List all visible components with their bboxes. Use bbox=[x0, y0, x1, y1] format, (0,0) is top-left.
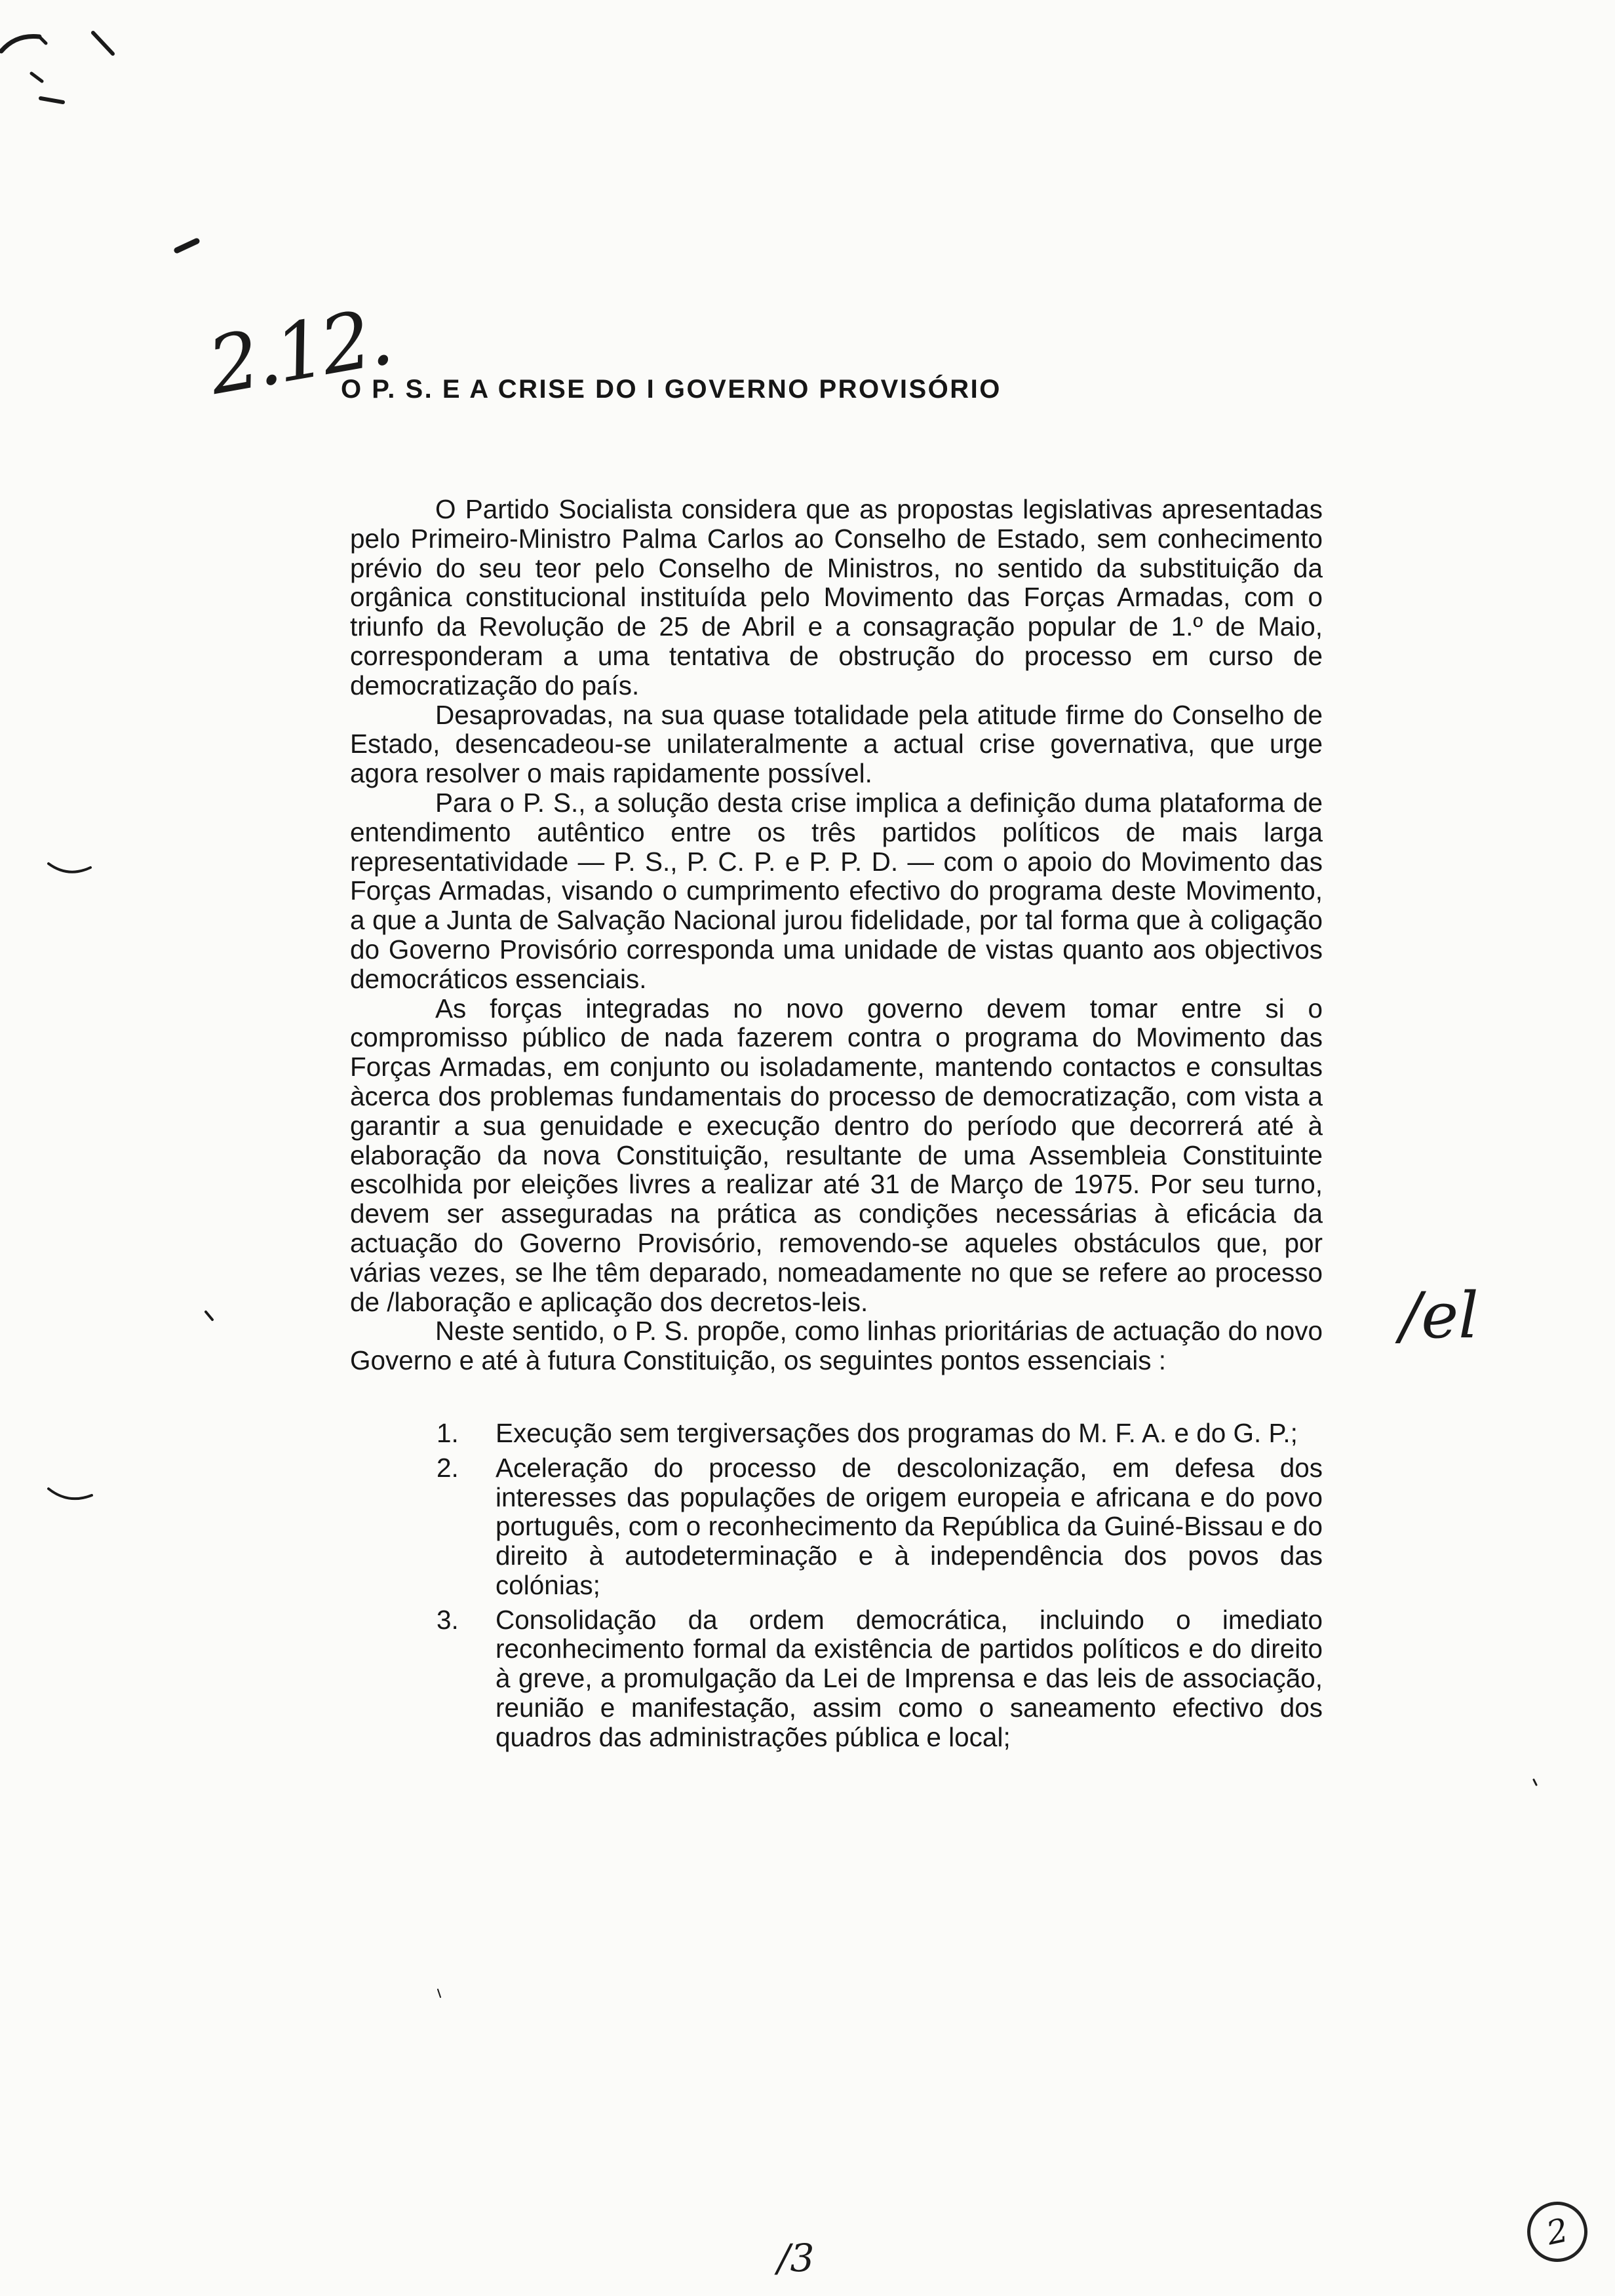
paragraph: As forças integradas no novo governo devem tomar entre si o compromisso público de nada fazerem contra o programa do Movimento das Forças Armadas, em conjunto ou isoladamente, mantendo contactos e consultas àcerca dos problemas fundamentais do processo de democratização, com vista a garantir a sua genuidade e execução dentro do período que decorrerá até à elaboração da nova Constituição, resultante de uma Assembleia Constituinte escolhida por eleições livres a realizar até 31 de Março de 1975. Por seu turno, devem ser asseguradas na prática as condições necessárias à eficácia da actuação do Governo Provisório, removendo-se aqueles obstáculos que, por várias vezes, se lhe têm deparado, nomeadamente no que se refere ao processo de /laboração e aplicação dos decretos-leis. bbox=[350, 993, 1323, 1317]
list-item-number: 3. bbox=[437, 1604, 459, 1635]
list-item-number: 1. bbox=[437, 1417, 459, 1448]
list-item-text: Consolidação da ordem democrática, incluindo o imediato reconhecimento formal da existência de partidos políticos e do direito à greve, a promulgação da Lei de Imprensa e das leis de associação, reunião e manifestação, assim como o saneamento efectivo dos quadros das administrações pública e local; bbox=[496, 1604, 1323, 1752]
document-title: O P. S. E A CRISE DO I GOVERNO PROVISÓRIO bbox=[341, 375, 1002, 404]
handwritten-margin-note: /el bbox=[1400, 1279, 1479, 1352]
paragraph: Para o P. S., a solução desta crise implica a definição duma plataforma de entendimento autêntico entre os três partidos políticos de mais larga representatividade — P. S., P. C. P. e P. P. D. — com o apoio do Movimento das Forças Armadas, visando o cumprimento efectivo do programa deste Movimento, a que a Junta de Salvação Nacional jurou fidelidade, por tal forma que à coligação do Governo Provisório corresponda uma unidade de vistas quanto aos objectivos democráticos essenciais. bbox=[350, 787, 1323, 994]
list-item bbox=[350, 1605, 1323, 1752]
document-body bbox=[350, 495, 1323, 1757]
list-item-number: 2. bbox=[437, 1452, 459, 1483]
handwritten-reference-number: 2.12. bbox=[202, 292, 396, 413]
list-item bbox=[350, 1453, 1323, 1600]
priority-points-list bbox=[350, 1419, 1323, 1752]
paragraph: O Partido Socialista considera que as propostas legislativas apresentadas pelo Primeiro-Ministro Palma Carlos ao Conselho de Estado, sem conhecimento prévio do seu teor pelo Conselho de Ministros, no sentido da substituição da orgânica constitucional instituída pelo Movimento das Forças Armadas, com o triunfo da Revolução de 25 de Abril e a consagração popular de 1.º de Maio, corresponderam a uma tentativa de obstrução do processo em curso de democratização do país. bbox=[350, 494, 1323, 700]
list-item-text: Execução sem tergiversações dos programas do M. F. A. e do G. P.; bbox=[496, 1417, 1298, 1448]
paragraph: Neste sentido, o P. S. propõe, como linhas prioritárias de actuação do novo Governo e até à futura Constituição, os seguintes pontos essenciais : bbox=[350, 1316, 1323, 1376]
list-item bbox=[350, 1419, 1323, 1448]
circled-page-number: 2 bbox=[1521, 2196, 1593, 2267]
handwritten-page-mark: /3 bbox=[777, 2236, 815, 2280]
paragraph: Desaprovadas, na sua quase totalidade pela atitude firme do Conselho de Estado, desencadeou-se unilateralmente a actual crise governativa, que urge agora resolver o mais rapidamente possível. bbox=[350, 699, 1323, 789]
list-item-text: Aceleração do processo de descolonização, em defesa dos interesses das populações de origem europeia e africana e do povo português, com o reconhecimento da República da Guiné-Bissau e do direito à autodeterminação e à independência dos povos das colónias; bbox=[496, 1452, 1323, 1600]
